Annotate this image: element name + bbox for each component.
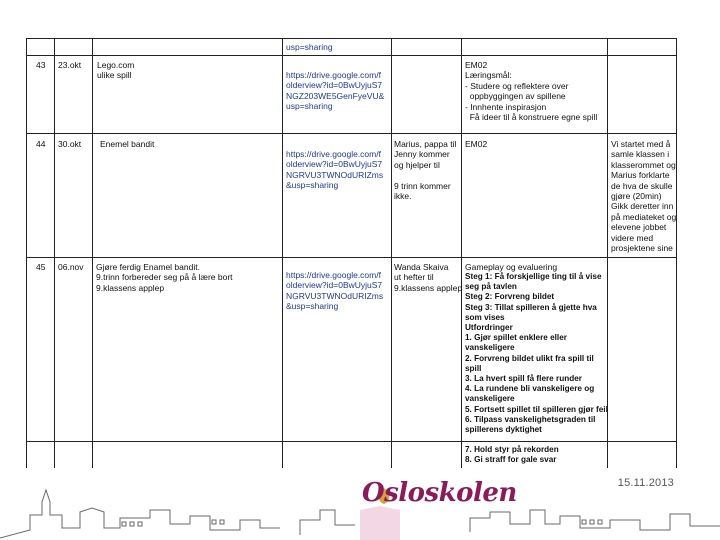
row-number: 44 bbox=[36, 139, 46, 149]
osloskolen-logo: Osloskolen bbox=[362, 478, 517, 508]
row-link[interactable]: https://drive.google.com/f olderview?id=0BwUyjuS7 NGRVU3TWNOdURIZms &usp=sharing bbox=[286, 149, 384, 191]
row-content: EM02 Læringsmål: - Studere og reflektere over oppbyggingen av spillene - Innhente inspirasjon Få ideer til å konstruere egne spill bbox=[465, 60, 598, 123]
row-date: 06.nov bbox=[58, 262, 84, 272]
row-activity: Enemel bandit bbox=[100, 139, 155, 149]
row-number: 43 bbox=[36, 60, 46, 70]
row-who: Wanda Skaiva ut hefter til 9.klassens applep bbox=[394, 262, 463, 293]
row-content-heading: Gameplay og evaluering bbox=[465, 262, 558, 272]
col-divider-0 bbox=[26, 38, 27, 468]
row-divider-1 bbox=[26, 55, 676, 56]
city-skyline-decoration bbox=[0, 480, 720, 540]
row-content: Steg 1: Få forskjellige ting til å vise seg på tavlen Steg 2: Forvreng bildet Steg 3: Tillat spilleren å gjette hva som vises Utfordringer 1. Gjør spillet enklere eller vanskeligere 2. Forvreng bildet ulikt fra spill til spill 3. La hvert spill få flere runder 4. La rundene bli vanskeligere og vanskeligere 5. Fortsett spillet til spilleren gjør feil 6. Tilpass vanskelighetsgraden til spillerens dyktighet bbox=[465, 272, 608, 435]
row-link[interactable]: https://drive.google.com/f olderview?id=0BwUyjuS7 NGRVU3TWNOdURIZms &usp=sharing bbox=[286, 270, 384, 312]
col-divider-5 bbox=[461, 38, 462, 468]
footer-date: 15.11.2013 bbox=[617, 477, 674, 489]
col-divider-2 bbox=[92, 38, 93, 468]
row-divider-3 bbox=[26, 257, 676, 258]
row-link[interactable]: https://drive.google.com/f olderview?id=0BwUyjuS7 NGZ203WE5GenFyeVU& usp=sharing bbox=[286, 70, 385, 112]
row-who: Marius, pappa til Jenny kommer og hjelper til 9 trinn kommer ikke. bbox=[394, 139, 457, 202]
col-divider-3 bbox=[282, 38, 283, 468]
table-top-border bbox=[26, 38, 676, 39]
row-date: 23.okt bbox=[58, 60, 82, 70]
row-continued: 7. Hold styr på rekorden 8. Gi straff for gale svar bbox=[465, 445, 559, 465]
row-divider-4 bbox=[26, 441, 676, 442]
link-text[interactable]: usp=sharing bbox=[286, 42, 333, 52]
col-divider-4 bbox=[391, 38, 392, 468]
row-content: EM02 bbox=[465, 139, 488, 149]
row-reflection: Vi startet med å samle klassen i klasserommet og Marius forklarte de hva de skulle gjøre (20min) Gikk deretter inn på mediateket og elevene jobbet videre med prosjektene sine bbox=[611, 139, 677, 254]
row-divider-2 bbox=[26, 133, 676, 134]
row-number: 45 bbox=[36, 262, 46, 272]
row-activity: Lego.com ulike spill bbox=[97, 60, 135, 81]
row-date: 30.okt bbox=[58, 139, 82, 149]
row-activity: Gjøre ferdig Enamel bandit. 9.trinn forbereder seg på å lære bort 9.klassens applep bbox=[96, 262, 233, 293]
col-divider-1 bbox=[54, 38, 55, 468]
